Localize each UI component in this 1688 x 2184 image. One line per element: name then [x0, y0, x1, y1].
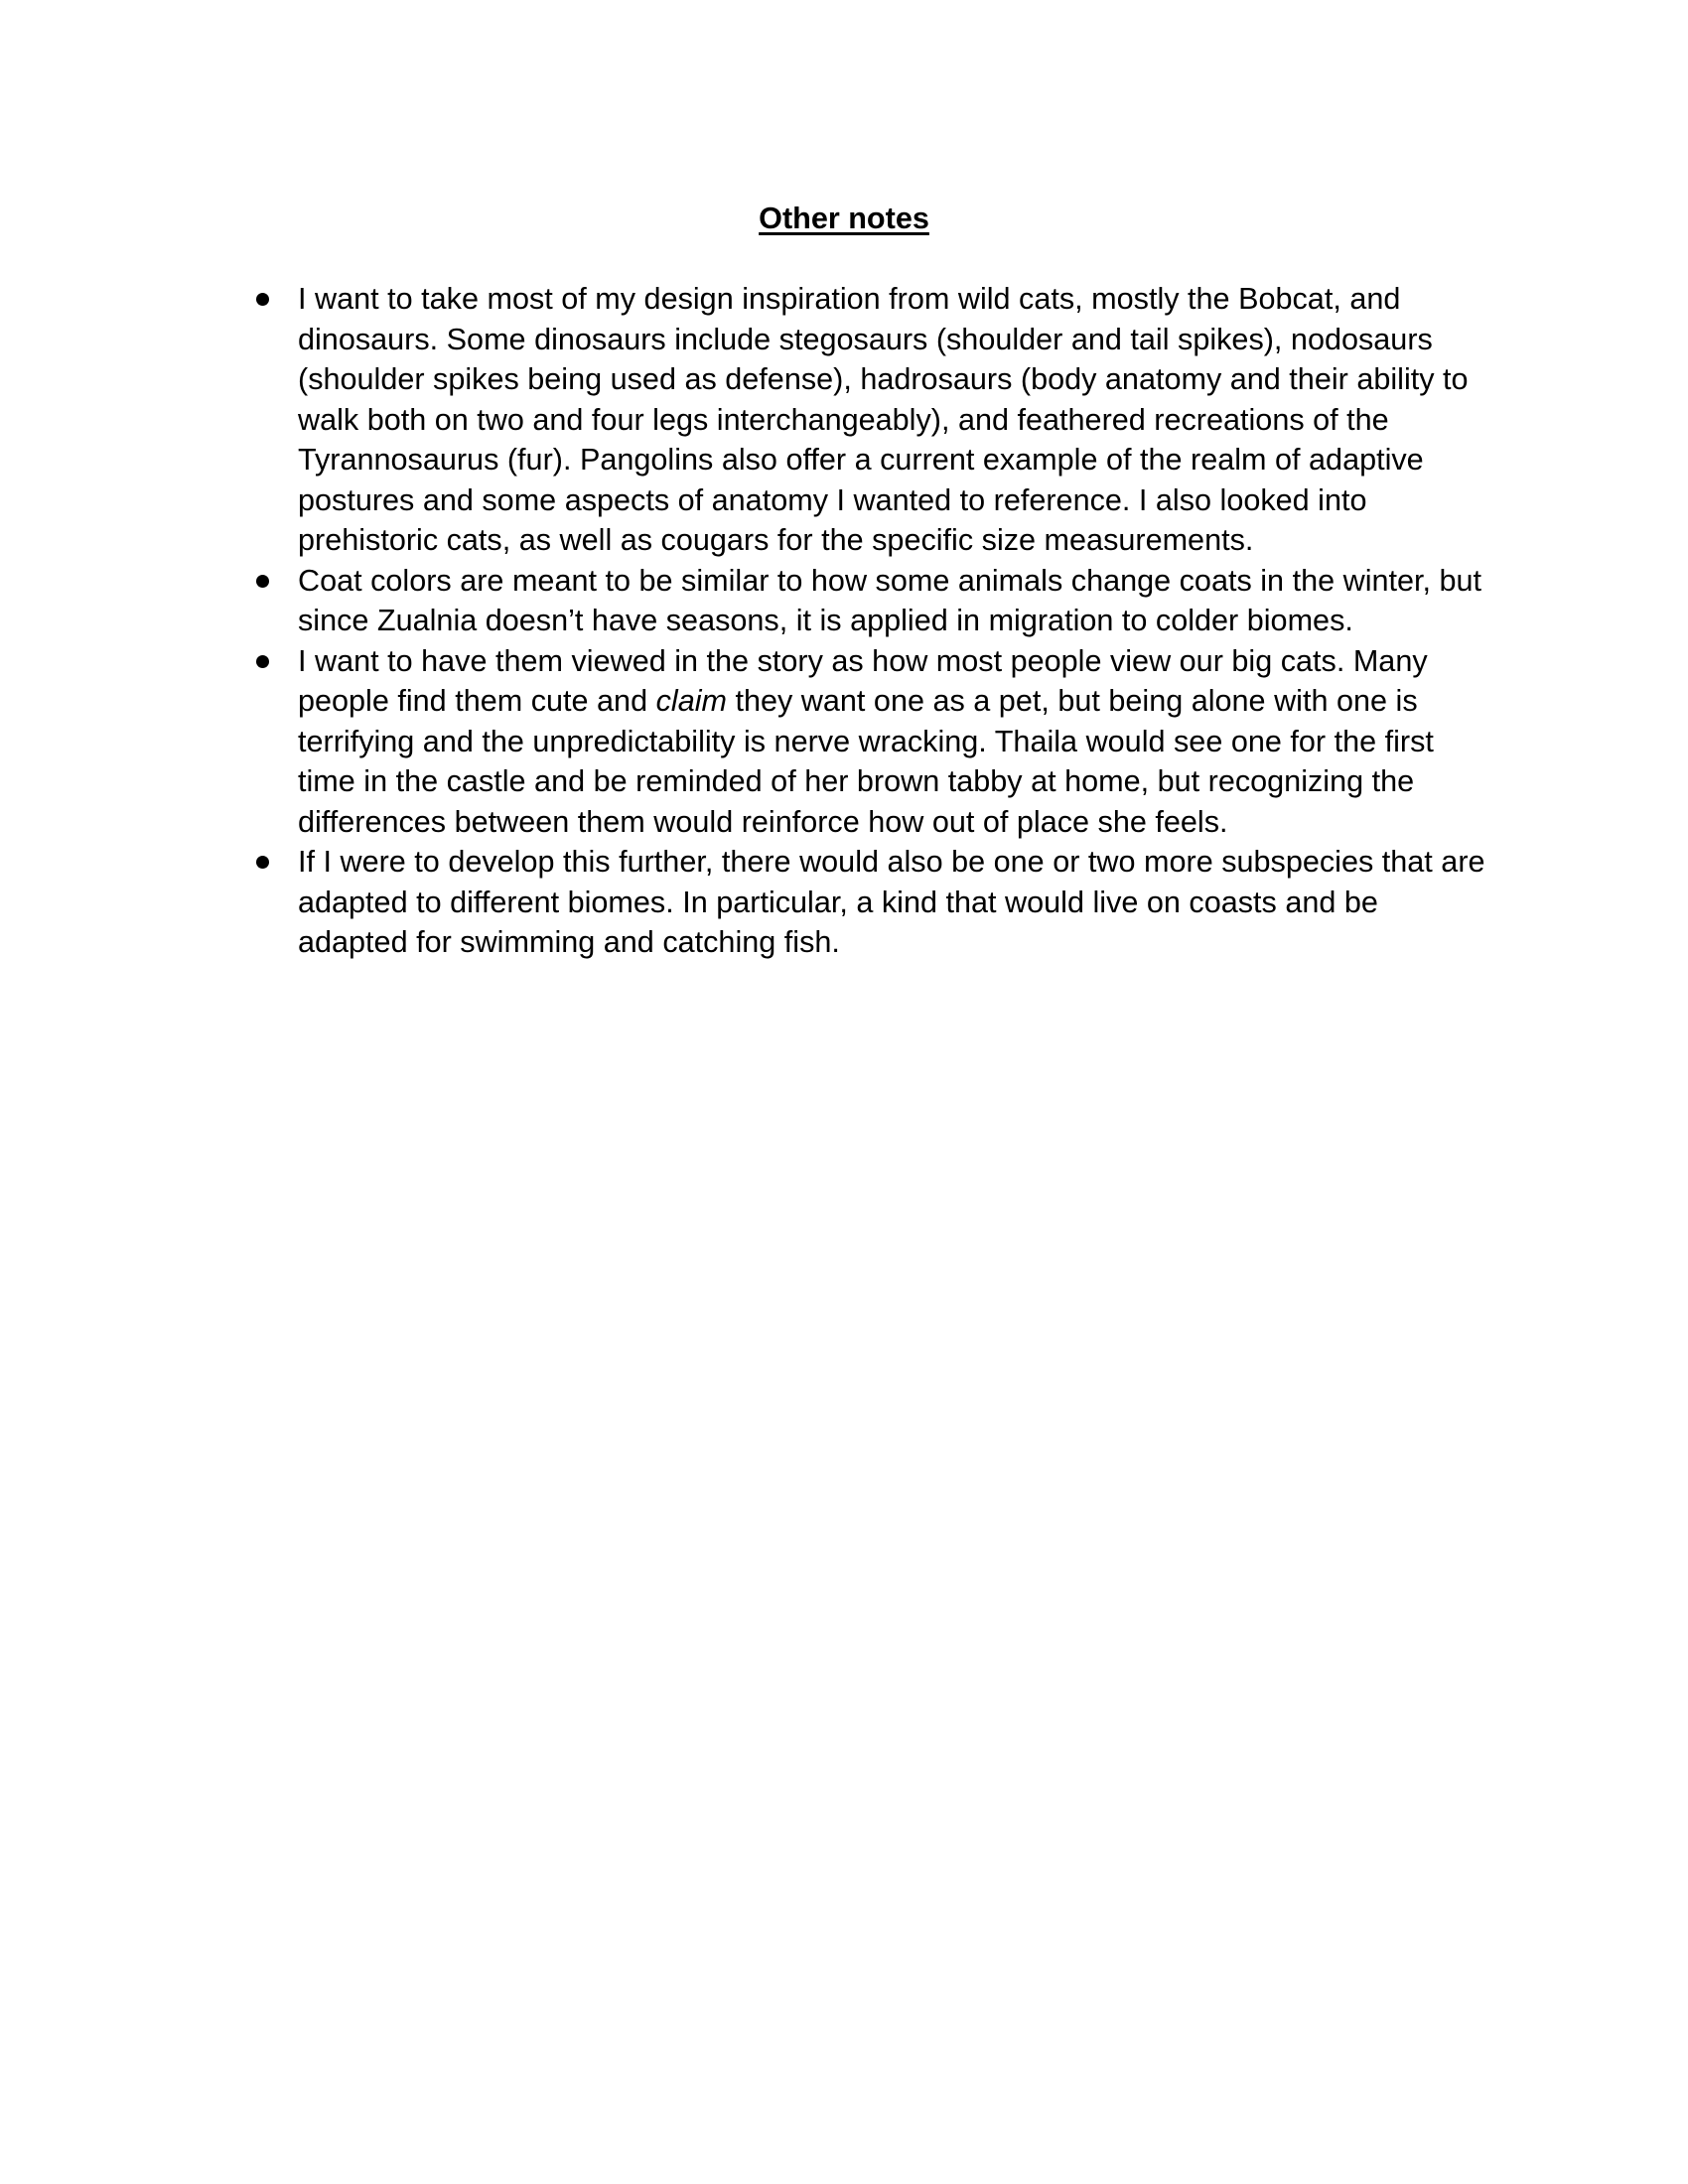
list-item — [298, 641, 1489, 843]
bullet-icon — [256, 575, 269, 588]
list-item — [298, 279, 1489, 561]
bullet-icon — [256, 293, 269, 306]
list-item-text: I want to take most of my design inspiration from wild cats, mostly the Bobcat, and dinosaurs. Some dinosaurs include stegosaurs (shoulder and tail spikes), nodosaurs (shoulder spikes being used as defense), hadrosaurs (body anatomy and their ability to walk both on two and four legs interchangeably), and feathered recreations of the Tyrannosaurus (fur). Pangolins also offer a current example of the realm of adaptive postures and some aspects of anatomy I wanted to reference. I also looked into prehistoric cats, as well as cougars for the specific size measurements. — [298, 282, 1469, 557]
document-body — [199, 199, 1489, 963]
list-item-text: I want to have them viewed in the story as how most people view our big cats. Many people find them cute and claim they want one as a pet, but being alone with one is terrifying and the unpredictability is nerve wracking. Thaila would see one for the first time in the castle and be reminded of her brown tabby at home, but recognizing the differences between them would reinforce how out of place she feels. — [298, 643, 1434, 839]
bullet-icon — [256, 655, 269, 668]
list-item — [298, 842, 1489, 963]
list-item — [298, 561, 1489, 641]
list-item-text: If I were to develop this further, there would also be one or two more subspecies that are adapted to different biomes. In particular, a kind that would live on coasts and be adapted for swimming and catching fish. — [298, 845, 1485, 959]
notes-list — [199, 279, 1489, 963]
document-title: Other notes — [759, 202, 929, 235]
list-item-text: Coat colors are meant to be similar to how some animals change coats in the winter, but since Zualnia doesn’t have seasons, it is applied in migration to colder biomes. — [298, 563, 1482, 637]
bullet-icon — [256, 856, 269, 869]
